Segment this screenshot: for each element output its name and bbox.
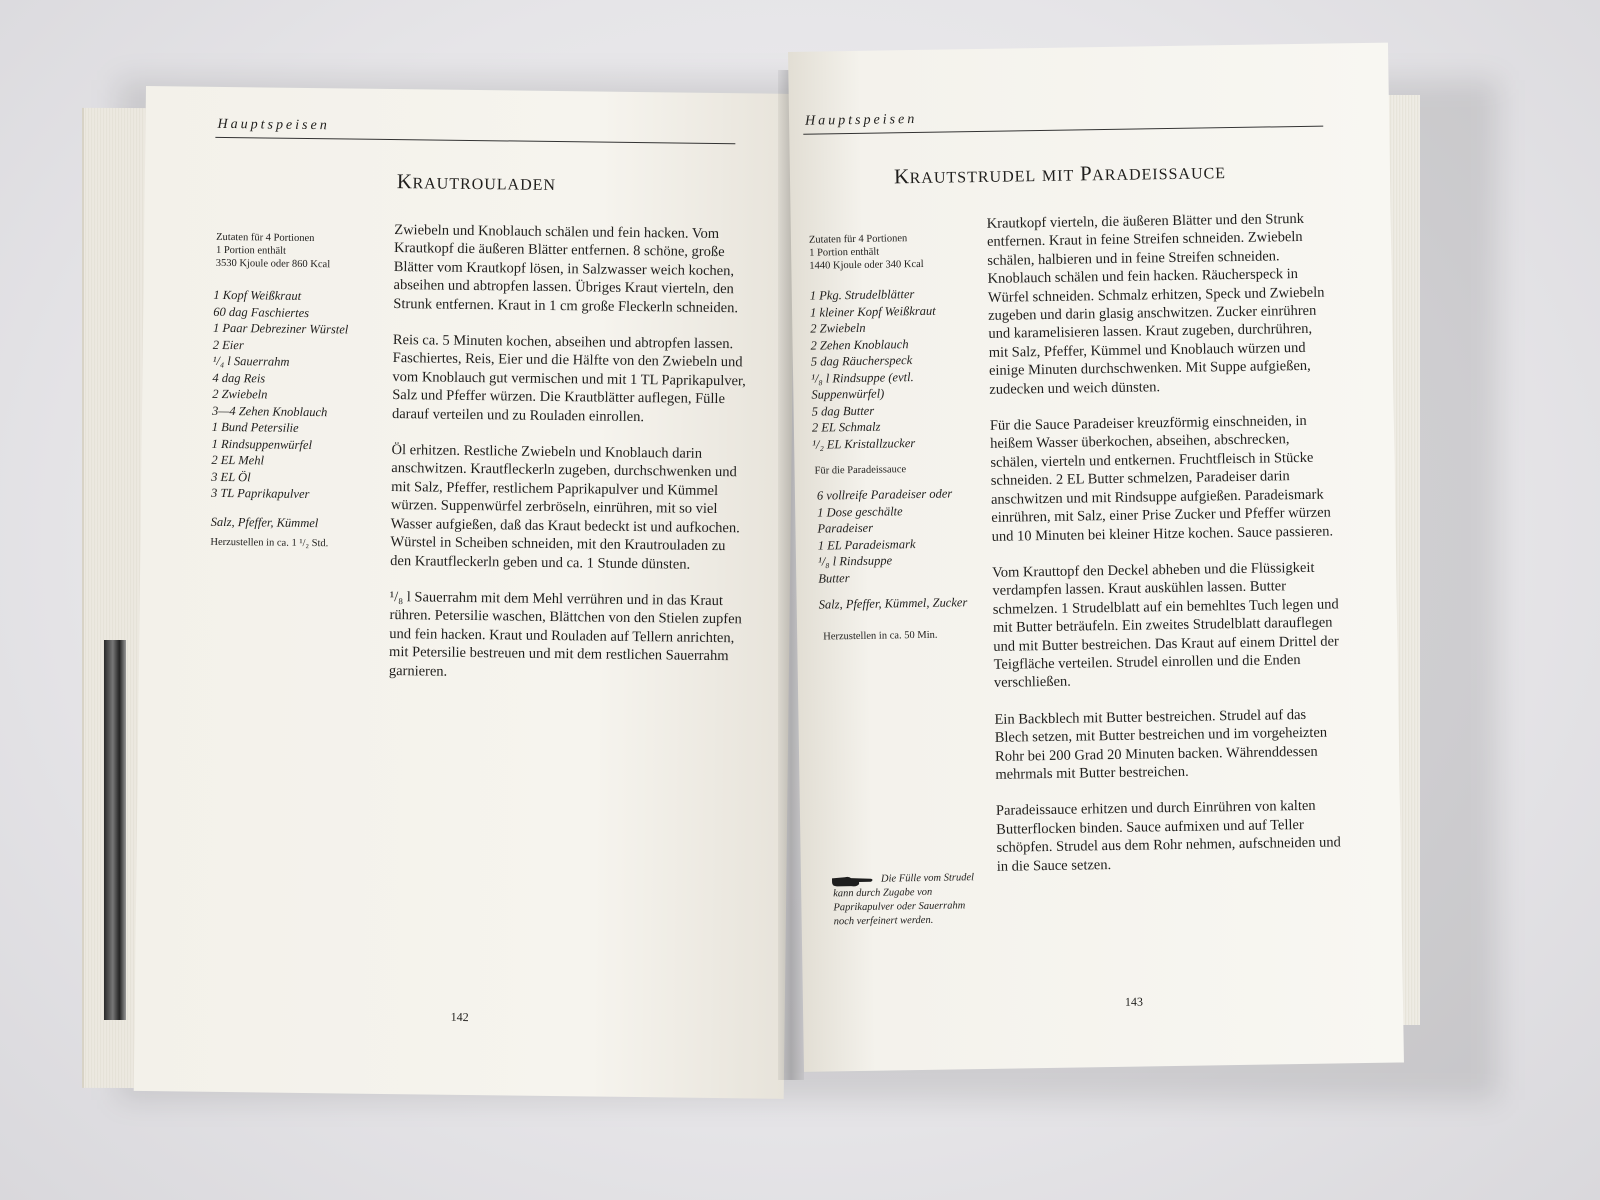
ingredient-item: 3 TL Paprikapulver <box>210 485 310 502</box>
ingredient-item: 5 dag Butter <box>811 403 875 419</box>
recipe-title <box>894 159 1226 189</box>
seasoning-line: Salz, Pfeffer, Kümmel <box>210 514 319 530</box>
ingredient-item: 1 Bund Petersilie <box>211 419 299 435</box>
ingredient-item: 2 Zwiebeln <box>212 386 268 402</box>
page-number: 143 <box>1124 994 1144 1009</box>
cover-spine-strip <box>104 640 126 1020</box>
tip-note <box>833 871 975 929</box>
recipe-title <box>397 169 557 196</box>
instruction-paragraph: Für die Sauce Paradeiser kreuzförmig einschneiden, in heißem Wasser überkochen, abseihen, abschrecken, schälen, vierteln und entkernen. Fruchtfleisch in Stücke schneiden. 2 EL Butter schmelzen, Paradeiser darin anschwitzen und mit Rindsuppe aufgießen. Paradeismark einrühren, mit Salz, einer Prise Zucker und Pfeffer würzen und 10 Minuten bei kleiner Hitze kochen. Sauce passieren. <box>989 412 1334 545</box>
title-rest: RAUTROULADEN <box>412 175 557 195</box>
ingredient-item: 2 EL Mehl <box>211 452 265 468</box>
title-rest: ARADEISSAUCE <box>1092 165 1227 185</box>
meta-line: Zutaten für 4 Portionen <box>216 231 315 245</box>
ingredient-item: 6 vollreife Paradeiser oder <box>816 486 953 503</box>
ingredient-list <box>810 286 938 453</box>
tip-line: Die Fülle vom Strudel <box>880 872 975 885</box>
page-number: 142 <box>450 1009 469 1025</box>
prep-time: Herzustellen in ca. 50 Min. <box>823 629 938 643</box>
head-rule <box>215 137 735 144</box>
ingredient-item: ¹/₈ l Rindsuppe <box>817 553 893 569</box>
instruction-paragraph: Reis ca. 5 Minuten kochen, abseihen und abtropfen lassen. Faschiertes, Reis, Eier und die Hälfte von den Zwiebeln und vom Knoblauch gut vermischen und mit 1 TL Paprikapulver, Salz und Pfeffer würzen. Die Krautblätter auflegen, Fülle darauf verteilen und zu Rouladen einrollen. <box>391 332 746 425</box>
meta-line: 1 Portion enthält <box>809 246 880 259</box>
ingredient-item: 1 kleiner Kopf Weißkraut <box>809 303 936 320</box>
ingredient-item: Paradeiser <box>817 520 874 536</box>
ingredient-item: 1 Dose geschälte <box>817 503 903 520</box>
ingredient-item: 4 dag Reis <box>212 370 266 385</box>
instruction-paragraph: Paradeissauce erhitzen und durch Einrühren von kalten Butterflocken binden. Sauce aufmixen und auf Teller schöpfen. Strudel aus dem Rohr nehmen, aufschneiden und in die Sauce setzen. <box>995 798 1341 875</box>
nutrition-info <box>809 232 924 273</box>
title-initial: P <box>1079 161 1093 186</box>
instruction-paragraph: Vom Krauttopf den Deckel abheben und die Flüssigkeit verdampfen lassen. Kraut auskühlen lassen. Butter schmelzen. 1 Strudelblatt auf ein bemehltes Tuch legen und mit Butter beträufeln. Ein zweites Strudelblatt darauflegen und mit Butter bestreichen. Das Kraut auf einem Drittel der Teigfläche verteilen. Strudel einrollen und die Enden verschließen. <box>992 559 1339 692</box>
ingredient-item: 1 Kopf Weißkraut <box>213 287 302 303</box>
ingredient-item: 60 dag Faschiertes <box>213 304 310 320</box>
ingredient-item: ¹/₈ l Rindsuppe (evtl. <box>811 369 914 386</box>
title-rest: RAUTSTRUDEL <box>909 168 1037 188</box>
meta-line: Zutaten für 4 Portionen <box>808 233 908 246</box>
tip-line: noch verfeinert werden. <box>833 914 934 928</box>
instruction-paragraph: Ein Backblech mit Butter bestreichen. Strudel auf das Blech setzen, mit Butter bestreichen und im vorgeheizten Rohr bei 200 Grad 20 Minuten backen. Währenddessen mehrmals mit Butter bestreichen. <box>994 706 1328 783</box>
sauce-ingredient-list <box>817 485 968 613</box>
title-word: MIT <box>1041 167 1075 186</box>
ingredient-list <box>211 287 349 532</box>
ingredient-item: 2 Zwiebeln <box>810 320 866 336</box>
instruction-paragraph: Krautkopf vierteln, die äußeren Blätter und den Strunk entfernen. Kraut in feine Streifen schneiden. Zwiebeln schälen, halbieren und in feine Streifen schneiden. Knoblauch schälen und fein hacken. Räucherspeck in Würfel schneiden. Schmalz erhitzen, Speck und Zwiebeln zugeben und darin glasig anschwitzen. Zucker einrühren und karamelisieren lassen. Kraut zugeben, durchrühren, mit Salz, Pfeffer, Kümmel und Knoblauch würzen und einige Minuten durchschwenken. Mit Suppe aufgießen, zudecken und weich dünsten. <box>986 210 1325 398</box>
meta-line: 1440 Kjoule oder 340 Kcal <box>809 258 924 272</box>
ingredient-item: 2 Zehen Knoblauch <box>810 336 909 353</box>
instruction-paragraph: Öl erhitzen. Restliche Zwiebeln und Knoblauch darin anschwitzen. Krautfleckerln zugeben, durchschwenken und mit Salz, Pfeffer, restlichem Paprikapulver und Kümmel würzen. Suppenwürfel zerbröseln, einrühren, mit so viel Wasser aufgießen, daß das Kraut bedeckt ist und aufkochen. Würstel in Scheiben schneiden, mit den Krautrouladen zu den Krautfleckerln geben und ca. 1 Stunde dünsten. <box>390 442 740 573</box>
ingredient-item: Suppenwürfel) <box>811 386 885 402</box>
tip-line: kann durch Zugabe von <box>833 886 933 900</box>
ingredient-item: 1 EL Paradeismark <box>817 536 916 553</box>
ingredient-item: 3 EL Öl <box>211 469 251 484</box>
seasoning-line: Salz, Pfeffer, Kümmel, Zucker <box>818 595 968 612</box>
recipe-instructions <box>389 221 751 702</box>
ingredient-item: ¹/₄ l Sauerrahm <box>212 353 290 369</box>
title-initial: K <box>893 164 910 189</box>
ingredient-item: 5 dag Räucherspeck <box>810 353 913 369</box>
ingredient-item: ¹/₂ EL Kristallzucker <box>812 435 916 452</box>
running-head: Hauptspeisen <box>217 116 330 134</box>
recipe-instructions <box>987 209 1344 893</box>
ingredient-item: 1 Rindsuppenwürfel <box>211 436 313 452</box>
sauce-heading: Für die Paradeissauce <box>814 464 907 477</box>
ingredient-item: 1 Pkg. Strudelblätter <box>809 287 915 303</box>
ingredient-item: 1 Paar Debreziner Würstel <box>212 320 349 337</box>
ingredient-item: 2 EL Schmalz <box>811 419 881 435</box>
instruction-paragraph: Zwiebeln und Knoblauch schälen und fein hacken. Vom Krautkopf die äußeren Blätter entfernen. 8 schöne, große Blätter vom Krautkopf lösen, in Salzwasser weich kochen, abseihen und abtropfen lassen. Übriges Kraut vierteln, den Strunk entfernen. Kraut in 1 cm große Fleckerln schneiden. <box>393 222 739 316</box>
title-initial: K <box>396 169 413 194</box>
nutrition-info <box>216 231 331 271</box>
running-head: Hauptspeisen <box>804 111 918 129</box>
ingredient-item: Butter <box>818 570 850 586</box>
meta-line: 1 Portion enthält <box>215 244 287 257</box>
tip-line: Paprikapulver oder Sauerrahm <box>833 900 966 914</box>
instruction-paragraph: ¹/₈ l Sauerrahm mit dem Mehl verrühren und in das Kraut rühren. Petersilie waschen, Blättchen von den Stielen zupfen und fein hacken. Kraut und Rouladen auf Tellern anrichten, mit Petersilie bestreuen und mit dem restlichen Sauerrahm garnieren. <box>388 588 742 680</box>
ingredient-item: 3—4 Zehen Knoblauch <box>211 403 328 419</box>
left-page <box>134 86 796 1099</box>
ingredient-item: 2 Eier <box>212 337 244 352</box>
meta-line: 3530 Kjoule oder 860 Kcal <box>215 257 331 271</box>
prep-time: Herzustellen in ca. 1 ¹/₂ Std. <box>210 536 329 550</box>
right-page <box>788 43 1404 1072</box>
